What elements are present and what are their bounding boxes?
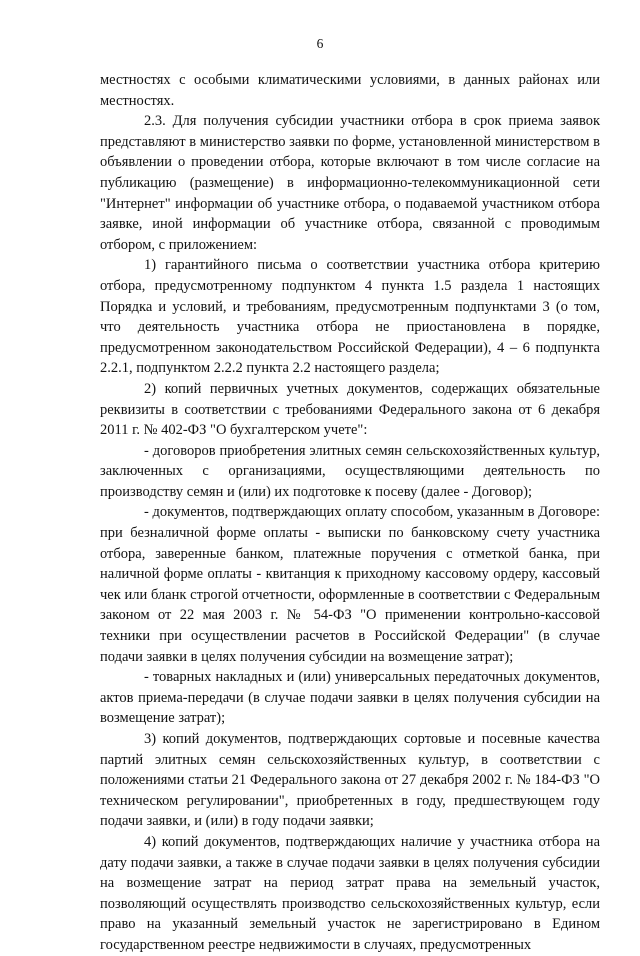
paragraph-clause-2-3: 2.3. Для получения субсидии участники отбора в срок приема заявок представляют в министерство заявки по форме, установленной министерством в объявлении о проведении отбора, которые включают в том числе согласие на публикацию (размещение) в информационно-телекоммуникационной сети "Интернет" информации об участнике отбора, о подаваемой участником отбора заявке, иной информации об участнике отбора, связанной с проводимым отбором, с приложением: <box>100 113 600 253</box>
page-number: 6 <box>316 36 324 51</box>
paragraph-item-1: 1) гарантийного письма о соответствии участника отбора критерию отбора, предусмотренному подпунктом 4 пункта 1.5 раздела 1 настоящих Порядка и условий, и требованиям, предусмотренным подпунктами 3 (о том, что деятельность участника отбора не приостановлена в порядке, предусмотренном законодательством Российской Федерации), 4 – 6 подпункта 2.2.1, подпунктом 2.2.2 пункта 2.2 настоящего раздела; <box>100 257 600 377</box>
paragraph-item-3: 3) копий документов, подтверждающих сортовые и посевные качества партий элитных семян сельскохозяйственных культур, в соответствии с положениями статьи 21 Федерального закона от 27 декабря 2002 г. № 184-ФЗ "О техническом регулировании", приобретенных в году, предшествующем году подачи заявки, и (или) в году подачи заявки; <box>100 731 600 830</box>
paragraph-subitem-payment-documents: - документов, подтверждающих оплату способом, указанным в Договоре: при безналичной форме оплаты - выписки по банковскому счету участника отбора, заверенные банком, платежные поручения с отметкой банка, при наличной форме оплаты - квитанция к приходному кассовому ордеру, кассовый чек или бланк строгой отчетности, оформленные в соответствии с Федеральным законом от 22 мая 2003 г. № 54-ФЗ "О применении контрольно-кассовой техники при осуществлении расчетов в Российской Федерации" (в случае подачи заявки в целях получения субсидии на возмещение затрат); <box>100 504 600 665</box>
paragraph-subitem-waybills: - товарных накладных и (или) универсальных передаточных документов, актов приема-передачи (в случае подачи заявки в целях получения субсидии на возмещение затрат); <box>100 669 600 727</box>
paragraph-item-2: 2) копий первичных учетных документов, содержащих обязательные реквизиты в соответствии с требованиями Федерального закона от 6 декабря 2011 г. № 402-ФЗ "О бухгалтерском учете": <box>100 380 600 439</box>
paragraph-item-4: 4) копий документов, подтверждающих наличие у участника отбора на дату подачи заявки, а также в случае подачи заявки в целях получения субсидии на возмещение затрат на период затрат права на земельный участок, позволяющий осуществлять производство сельскохозяйственных культур, если право на указанный земельный участок не зарегистрировано в Едином государственном реестре недвижимости в случаях, предусмотренных <box>100 833 600 953</box>
document-body <box>100 70 600 956</box>
paragraph-subitem-contracts: - договоров приобретения элитных семян сельскохозяйственных культур, заключенных с организациями, осуществляющими деятельность по производству семян и (или) их подготовке к посеву (далее - Договор); <box>100 442 600 500</box>
paragraph-continuation: местностях с особыми климатическими условиями, в данных районах или местностях. <box>100 72 600 109</box>
